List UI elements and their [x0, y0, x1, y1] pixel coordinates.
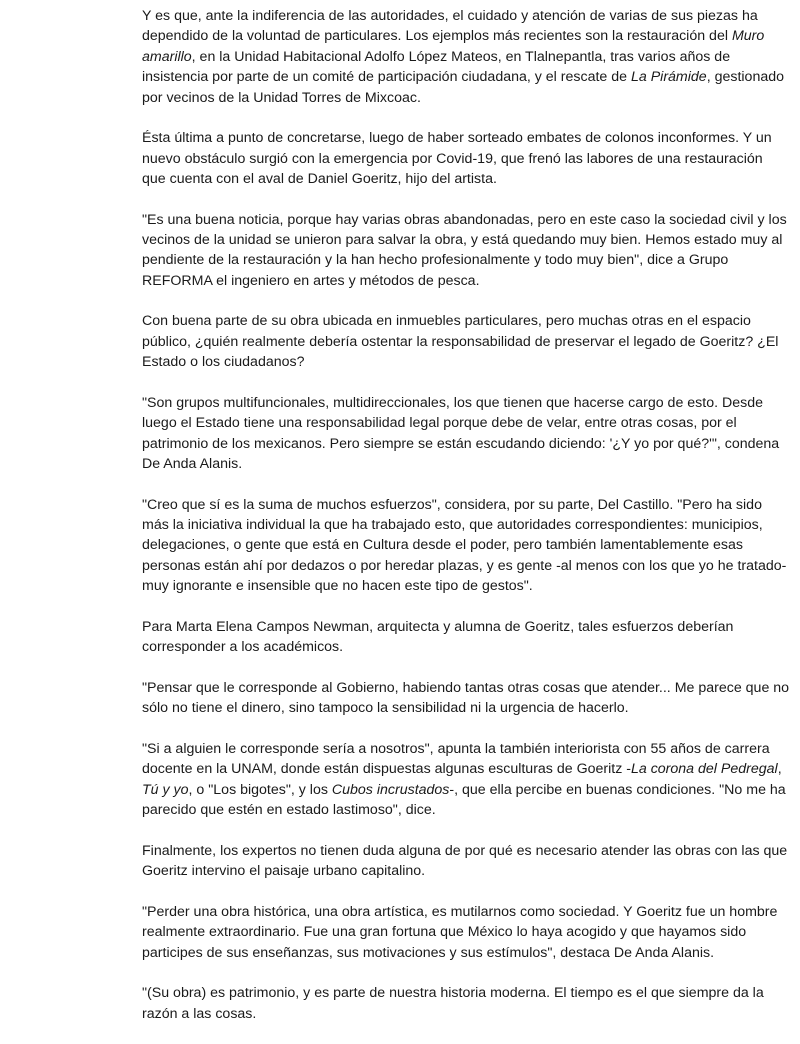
article-paragraph	[142, 983, 790, 1024]
article-paragraph	[142, 841, 790, 882]
italic-title-text: La corona del Pedregal	[630, 761, 778, 778]
paragraph-text: "Si a alguien le corresponde sería a nosotros", apunta la también interiorista con 55 años de carrera docente en la UNAM, donde están dispuestas algunas esculturas de Goeritz -	[142, 740, 770, 778]
article-paragraph	[142, 495, 790, 597]
article-paragraph	[142, 6, 790, 108]
paragraph-text: "Perder una obra histórica, una obra artística, es mutilarnos como sociedad. Y Goeritz fue un hombre realmente extraordinario. Fue una gran fortuna que México lo haya acogido y que hayamos sido participes de sus enseñanzas, sus motivaciones y sus estímulos", destaca De Anda Alanis.	[142, 903, 778, 961]
article-body	[142, 6, 790, 1044]
italic-title-text: Cubos incrustados	[331, 781, 450, 798]
paragraph-text: "Creo que sí es la suma de muchos esfuerzos", considera, por su parte, Del Castillo. "Pero ha sido más la iniciativa individual la que ha trabajado esto, que autoridades correspondientes: municipios, delegaciones, o gente que está en Cultura desde el poder, pero también lamentablemente esas personas están ahí por dedazos o por heredar plazas, y es gente -al menos con los que yo he tratado- muy ignorante e insensible que no hacen este tipo de gestos".	[142, 496, 787, 595]
paragraph-text: Finalmente, los expertos no tienen duda alguna de por qué es necesario atender las obras con las que Goeritz intervino el paisaje urbano capitalino.	[142, 842, 788, 880]
article-paragraph	[142, 210, 790, 292]
paragraph-text: , gestionado por vecinos de la Unidad Torres de Mixcoac.	[142, 69, 785, 106]
article-paragraph	[142, 311, 790, 372]
paragraph-text: "Son grupos multifuncionales, multidireccionales, los que tienen que hacerse cargo de esto. Desde luego el Estado tiene una responsabilidad legal porque debe de velar, entre otras cosas, por el patrimonio de los mexicanos. Pero siempre se están escudando diciendo: '¿Y yo por qué?'", condena De Anda Alanis.	[142, 394, 780, 473]
paragraph-text: Con buena parte de su obra ubicada en inmuebles particulares, pero muchas otras en el espacio público, ¿quién realmente debería ostentar la responsabilidad de preservar el legado de Goeritz? ¿El Estado o los ciudadanos?	[142, 313, 779, 371]
paragraph-text: "Pensar que le corresponde al Gobierno, habiendo tantas otras cosas que atender... Me parece que no sólo no tiene el dinero, sino tampoco la sensibilidad ni la urgencia de hacerlo.	[142, 679, 790, 717]
italic-title-text: Tú y yo	[142, 781, 189, 798]
paragraph-text: , o "Los bigotes", y los	[188, 781, 332, 798]
article-paragraph	[142, 617, 790, 658]
paragraph-text: ,	[777, 761, 782, 778]
article-paragraph	[142, 739, 790, 821]
paragraph-text: , en la Unidad Habitacional Adolfo López Mateos, en Tlalnepantla, tras varios años de insistencia por parte de un comité de participación ciudadana, y el rescate de	[142, 48, 731, 86]
paragraph-text: Para Marta Elena Campos Newman, arquitecta y alumna de Goeritz, tales esfuerzos deberían corresponder a los académicos.	[142, 618, 734, 656]
article-paragraph	[142, 678, 790, 719]
paragraph-text: Ésta última a punto de concretarse, luego de haber sorteado embates de colonos inconformes. Y un nuevo obstáculo surgió con la emergencia por Covid-19, que frenó las labores de una restauración que cuenta con el aval de Daniel Goeritz, hijo del artista.	[142, 130, 772, 188]
paragraph-text: "Es una buena noticia, porque hay varias obras abandonadas, pero en este caso la sociedad civil y los vecinos de la unidad se unieron para salvar la obra, y está quedando muy bien. Hemos estado muy al pendiente de la restauración y la han hecho profesionalmente y todo muy bien", dice a Grupo REFORMA el ingeniero en artes y métodos de pesca.	[142, 211, 787, 289]
article-paragraph	[142, 393, 790, 475]
article-paragraph	[142, 128, 790, 189]
paragraph-text: -, que ella percibe en buenas condiciones. "No me ha parecido que estén en estado lastimoso", dice.	[142, 781, 786, 819]
italic-title-text: Muro amarillo	[142, 28, 765, 65]
italic-title-text: La Pirámide	[630, 69, 707, 86]
article-paragraph	[142, 902, 790, 963]
paragraph-text: "(Su obra) es patrimonio, y es parte de nuestra historia moderna. El tiempo es el que siempre da la razón a las cosas.	[142, 985, 764, 1022]
paragraph-text: Y es que, ante la indiferencia de las autoridades, el cuidado y atención de varias de sus piezas ha dependido de la voluntad de particulares. Los ejemplos más recientes son la restauración del	[142, 8, 758, 45]
